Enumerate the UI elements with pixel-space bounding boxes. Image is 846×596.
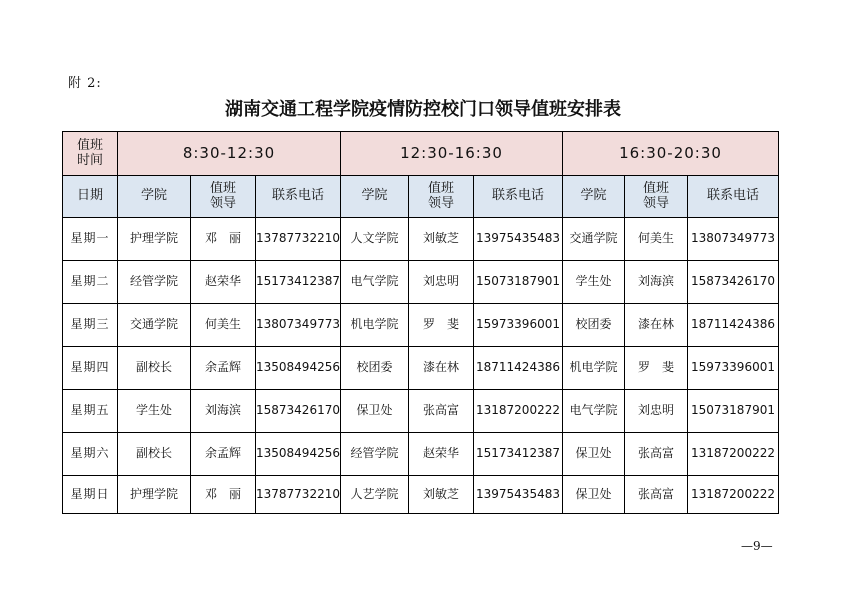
phone-cell: 15073187901 (474, 261, 563, 304)
phone-cell: 13508494256 (256, 347, 341, 390)
college-cell: 电气学院 (563, 390, 625, 433)
table-row (63, 218, 779, 261)
phone-cell: 13187200222 (474, 390, 563, 433)
college-cell: 经管学院 (341, 433, 409, 476)
leader-cell: 漆在林 (409, 347, 474, 390)
leader-cell: 邓 丽 (191, 476, 256, 514)
header-phone: 联系电话 (688, 176, 779, 218)
weekday-cell: 星期六 (63, 433, 118, 476)
weekday-cell: 星期二 (63, 261, 118, 304)
college-cell: 保卫处 (341, 390, 409, 433)
phone-cell: 15873426170 (688, 261, 779, 304)
college-cell: 人艺学院 (341, 476, 409, 514)
phone-cell: 13807349773 (256, 304, 341, 347)
time-slot-row (63, 132, 779, 176)
college-cell: 保卫处 (563, 476, 625, 514)
header-college: 学院 (563, 176, 625, 218)
college-cell: 校团委 (341, 347, 409, 390)
phone-cell: 15973396001 (474, 304, 563, 347)
weekday-cell: 星期一 (63, 218, 118, 261)
college-cell: 副校长 (118, 433, 191, 476)
table-row (63, 433, 779, 476)
weekday-cell: 星期日 (63, 476, 118, 514)
header-leader: 值班 领导 (409, 176, 474, 218)
leader-cell: 漆在林 (625, 304, 688, 347)
leader-cell: 何美生 (625, 218, 688, 261)
phone-cell: 13787732210 (256, 218, 341, 261)
weekday-cell: 星期五 (63, 390, 118, 433)
college-cell: 交通学院 (563, 218, 625, 261)
college-cell: 学生处 (563, 261, 625, 304)
leader-cell: 刘海滨 (625, 261, 688, 304)
leader-cell: 赵荣华 (191, 261, 256, 304)
phone-cell: 13807349773 (688, 218, 779, 261)
leader-cell: 张高富 (625, 433, 688, 476)
attachment-label: 附 2: (68, 76, 102, 91)
college-cell: 学生处 (118, 390, 191, 433)
weekday-cell: 星期四 (63, 347, 118, 390)
document-title: 湖南交通工程学院疫情防控校门口领导值班安排表 (225, 99, 621, 120)
table-row (63, 476, 779, 514)
college-cell: 交通学院 (118, 304, 191, 347)
leader-cell: 张高富 (625, 476, 688, 514)
phone-cell: 13187200222 (688, 476, 779, 514)
phone-cell: 15973396001 (688, 347, 779, 390)
college-cell: 保卫处 (563, 433, 625, 476)
college-cell: 校团委 (563, 304, 625, 347)
column-header-row (63, 176, 779, 218)
header-phone: 联系电话 (256, 176, 341, 218)
college-cell: 机电学院 (341, 304, 409, 347)
leader-cell: 何美生 (191, 304, 256, 347)
header-leader: 值班 领导 (625, 176, 688, 218)
leader-cell: 刘忠明 (625, 390, 688, 433)
header-date: 日期 (63, 176, 118, 218)
phone-cell: 15173412387 (256, 261, 341, 304)
leader-cell: 刘敏芝 (409, 218, 474, 261)
college-cell: 护理学院 (118, 218, 191, 261)
phone-cell: 13187200222 (688, 433, 779, 476)
page-number: —9— (741, 539, 773, 553)
college-cell: 电气学院 (341, 261, 409, 304)
phone-cell: 13975435483 (474, 476, 563, 514)
leader-cell: 罗 斐 (409, 304, 474, 347)
phone-cell: 13975435483 (474, 218, 563, 261)
phone-cell: 15073187901 (688, 390, 779, 433)
phone-cell: 13787732210 (256, 476, 341, 514)
leader-cell: 罗 斐 (625, 347, 688, 390)
time-slot-afternoon: 12:30-16:30 (341, 132, 563, 176)
leader-cell: 赵荣华 (409, 433, 474, 476)
college-cell: 护理学院 (118, 476, 191, 514)
header-college: 学院 (341, 176, 409, 218)
header-leader: 值班 领导 (191, 176, 256, 218)
phone-cell: 18711424386 (688, 304, 779, 347)
weekday-cell: 星期三 (63, 304, 118, 347)
leader-cell: 余孟辉 (191, 433, 256, 476)
header-phone: 联系电话 (474, 176, 563, 218)
leader-cell: 张高富 (409, 390, 474, 433)
table-row (63, 390, 779, 433)
table-row (63, 347, 779, 390)
phone-cell: 18711424386 (474, 347, 563, 390)
leader-cell: 余孟辉 (191, 347, 256, 390)
table-row (63, 261, 779, 304)
duty-schedule-table (62, 131, 779, 514)
header-college: 学院 (118, 176, 191, 218)
phone-cell: 15873426170 (256, 390, 341, 433)
leader-cell: 刘敏芝 (409, 476, 474, 514)
phone-cell: 15173412387 (474, 433, 563, 476)
table-row (63, 304, 779, 347)
phone-cell: 13508494256 (256, 433, 341, 476)
college-cell: 经管学院 (118, 261, 191, 304)
leader-cell: 刘忠明 (409, 261, 474, 304)
leader-cell: 邓 丽 (191, 218, 256, 261)
time-label-cell: 值班 时间 (63, 132, 118, 176)
college-cell: 机电学院 (563, 347, 625, 390)
time-slot-morning: 8:30-12:30 (118, 132, 341, 176)
time-slot-evening: 16:30-20:30 (563, 132, 779, 176)
college-cell: 副校长 (118, 347, 191, 390)
college-cell: 人文学院 (341, 218, 409, 261)
leader-cell: 刘海滨 (191, 390, 256, 433)
